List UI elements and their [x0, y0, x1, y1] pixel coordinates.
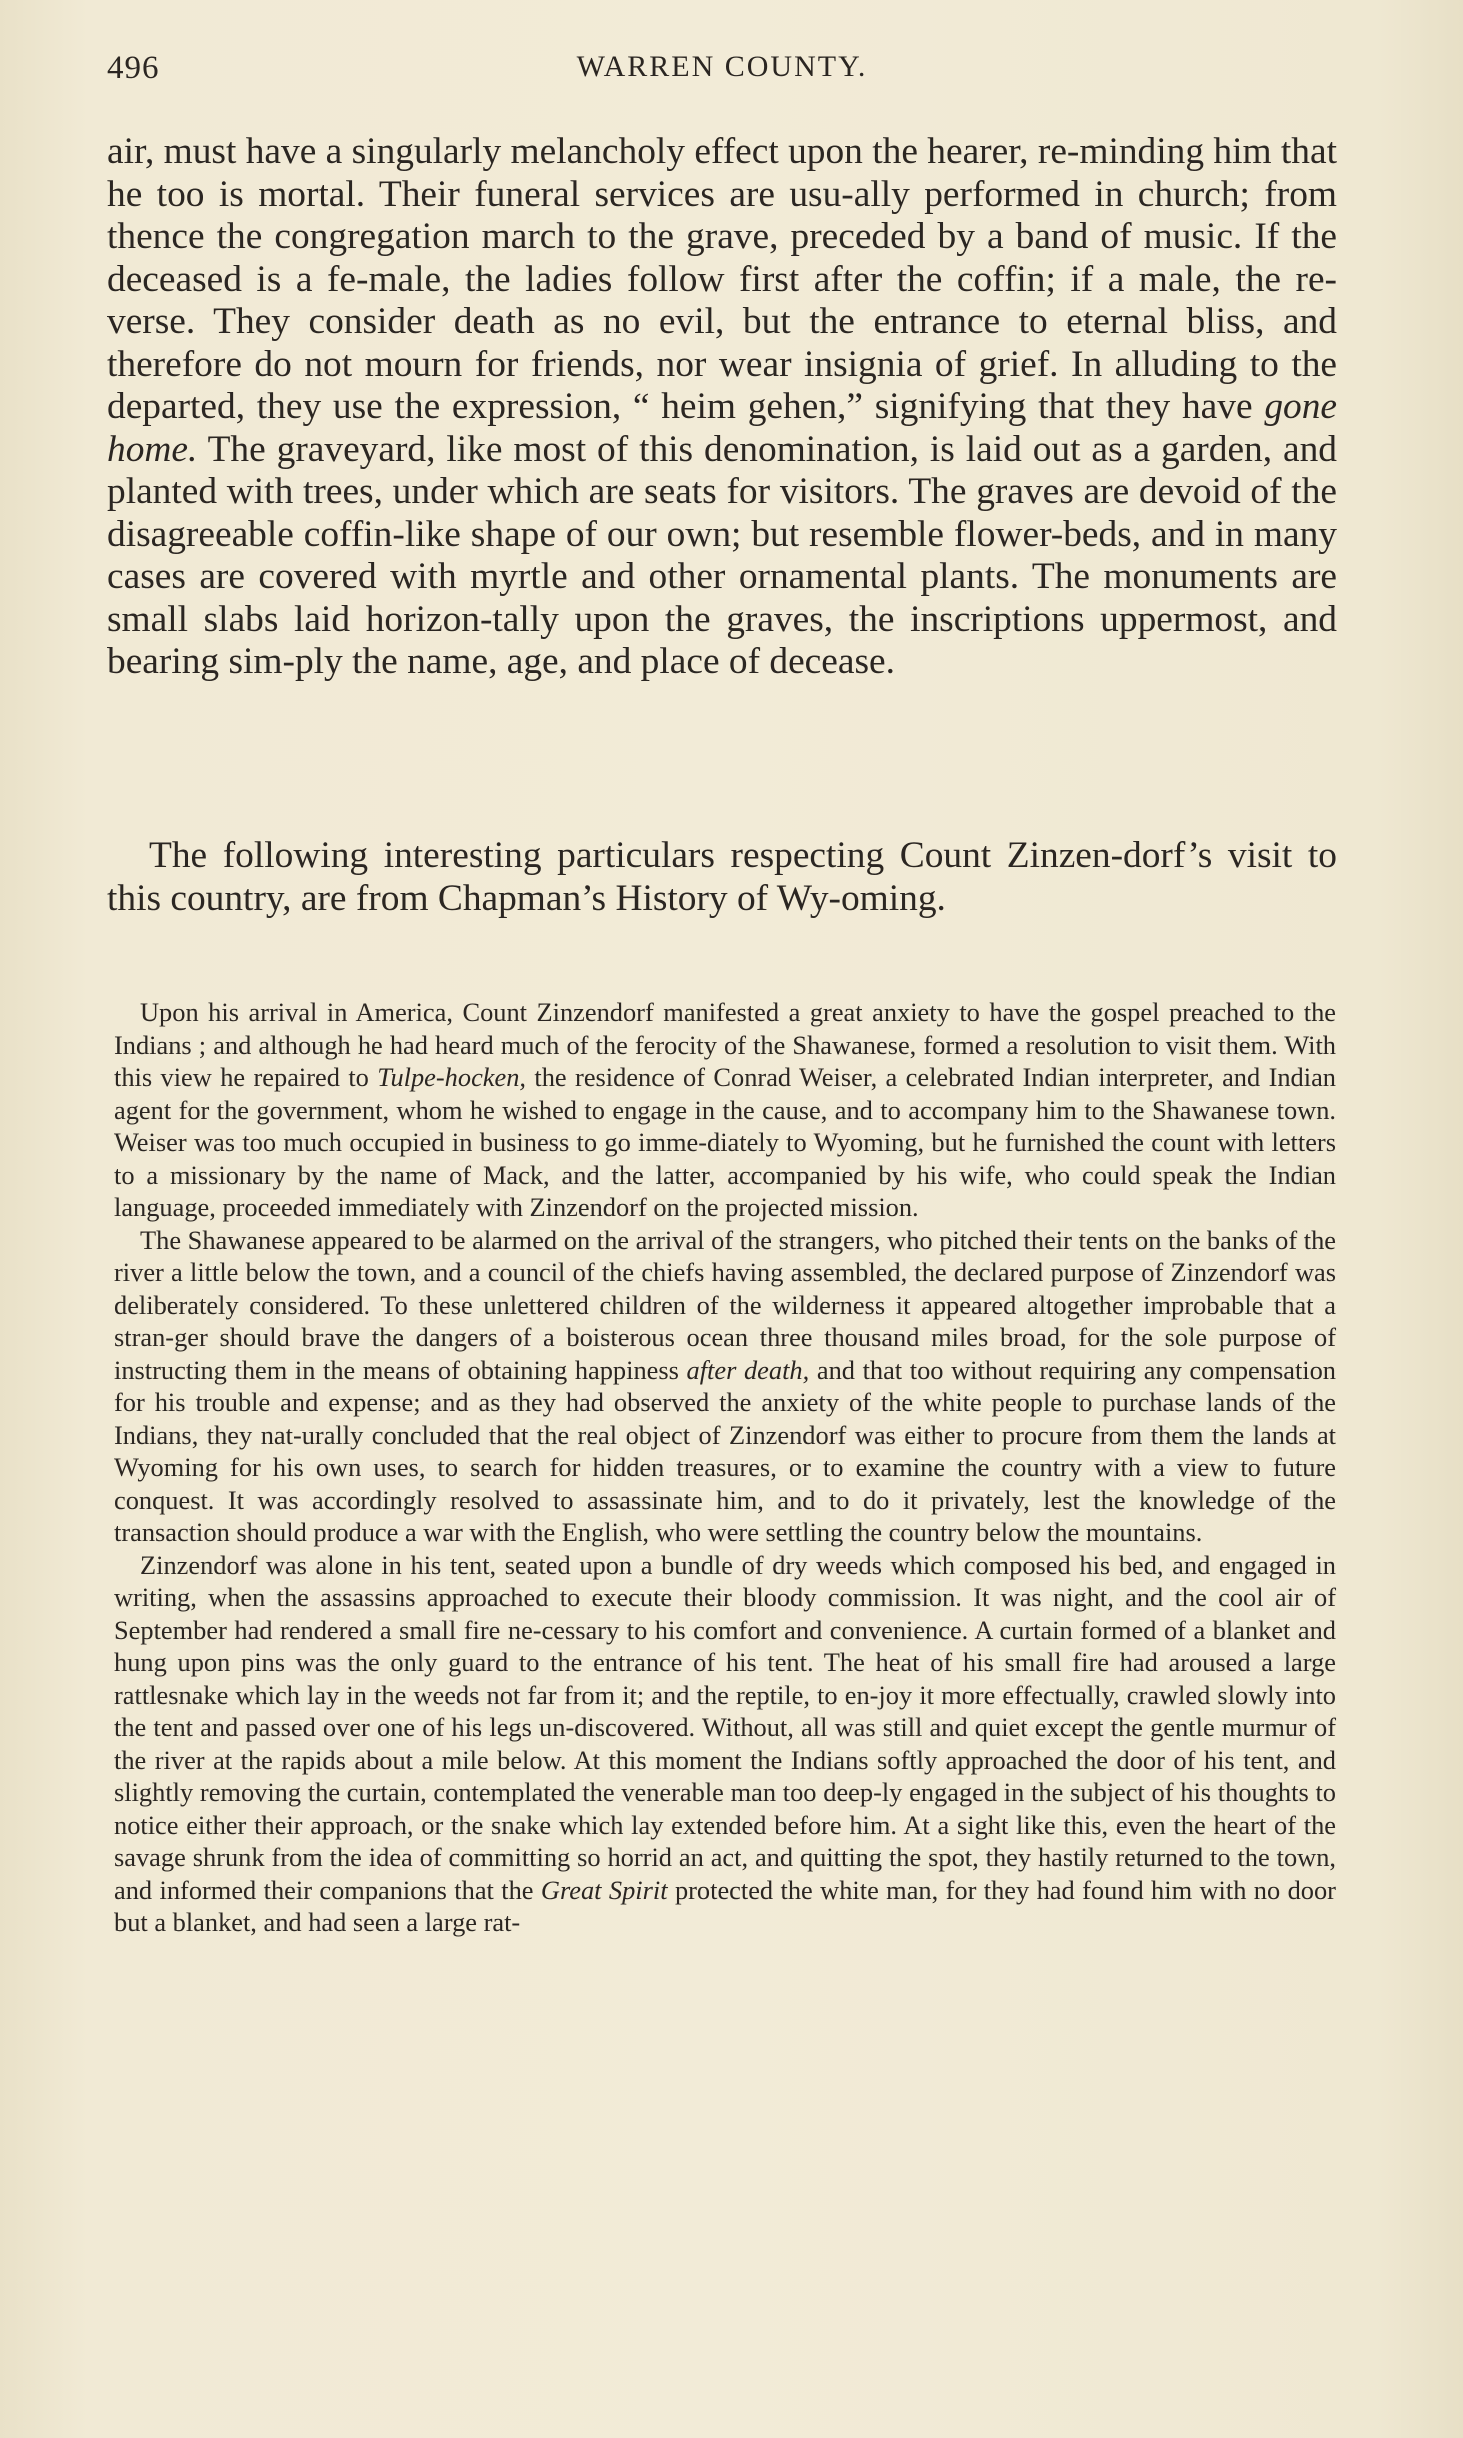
italic-text: after death, — [686, 1354, 810, 1385]
running-head: WARREN COUNTY. — [576, 50, 868, 83]
text-run: Zinzendorf was alone in his tent, seated upon a bundle of dry weeds which composed his bed, and engaged in writing, when the assassins approached to execute their bloody commission. It was night, and the cool air of September had rendered a small fire ne-cessary to his comfort and convenience. A curtain formed of a blanket and hung upon pins was the only guard to the entrance of his tent. The heat of his small fire had aroused a large rattlesnake which lay in the weeds not far from it; and the reptile, to en-joy it more effectually, crawled slowly into the tent and passed over one of his legs un-discovered. Without, all was still and quiet except the gentle murmur of the river at the rapids about a mile below. At this moment the Indians softly approached the door of his tent, and slightly removing the curtain, contemplated the venerable man too deep-ly engaged in the subject of his thoughts to notice either their approach, or the snake which lay extended before him. At a sight like this, even the heart of the savage shrunk from the idea of committing so horrid an act, and quitting the spot, they hastily returned to the town, and informed their companions that the — [114, 1549, 1336, 1905]
paragraph-text: The following interesting particulars respecting Count Zinzen-dorf’s visit to this country, are from Chapman’s History of Wy-oming. — [107, 835, 1337, 919]
body-paragraph-2 — [107, 835, 1337, 920]
block-quote — [114, 996, 1336, 1939]
italic-text: Tulpe-hocken, — [377, 1062, 527, 1092]
text-run: air, must have a singularly melancholy effect upon the hearer, re-minding him that he too is mortal. Their funeral services are usu-ally performed in church; from thence the congregation march to the grave, preceded by a band of music. If the deceased is a fe-male, the ladies follow first after the coffin; if a male, the re-verse. They consider death as no evil, but the entrance to eternal bliss, and therefore do not mourn for friends, nor wear insignia of grief. In alluding to the departed, they use the expression, “ heim gehen,” signifying that they have — [107, 131, 1337, 427]
body-paragraph-1 — [107, 131, 1337, 684]
text-run: the residence of Conrad Weiser, a celebrated Indian interpreter, and Indian agent for the government, whom he wished to engage in the cause, and to accompany him to the Shawanese town. Weiser was too much occupied in business to go imme-diately to Wyoming, but he furnished the count with letters to a missionary by the name of Mack, and the latter, accompanied by his wife, who could speak the Indian language, proceeded immediately with Zinzendorf on the projected mission. — [114, 1062, 1336, 1222]
text-run: The graveyard, like most of this denomination, is laid out as a garden, and planted with trees, under which are seats for visitors. The graves are devoid of the disagreeable coffin-like shape of our own; but resemble flower-beds, and in many cases are covered with myrtle and other ornamental plants. The monuments are small slabs laid horizon-tally upon the graves, the inscriptions uppermost, and bearing sim-ply the name, age, and place of decease. — [107, 428, 1337, 682]
page-header — [107, 46, 1337, 96]
quote-paragraph-3 — [114, 1549, 1336, 1939]
text-run: Upon his arrival in America, Count Zinzendorf manifested a great anxiety to have the gospel preached to the Indians ; and although he had heard much of the ferocity of the Shawanese, formed a resolution to visit them. With this view he repaired to — [114, 997, 1336, 1092]
quote-paragraph-2 — [114, 1224, 1336, 1549]
page-number: 496 — [107, 50, 160, 86]
paragraph-text — [107, 131, 1337, 684]
text-run: protected the white man, for they had found him with no door but a blanket, and had seen a large rat- — [114, 1874, 1336, 1937]
text-run: and that too without requiring any compensation for his trouble and expense; and as they had observed the anxiety of the white people to purchase lands of the Indians, they nat-urally concluded that the real object of Zinzendorf was either to procure from them the lands at Wyoming for his own uses, to search for hidden treasures, or to examine the country with a view to future conquest. It was accordingly resolved to assassinate him, and to do it privately, lest the knowledge of the transaction should produce a war with the English, who were settling the country below the mountains. — [114, 1354, 1337, 1547]
quote-paragraph-1 — [114, 996, 1336, 1224]
italic-text: Great Spirit — [540, 1874, 668, 1905]
text-run: The Shawanese appeared to be alarmed on the arrival of the strangers, who pitched their tents on the banks of the river a little below the town, and a council of the chiefs having assembled, the declared purpose of Zinzendorf was deliberately considered. To these unlettered children of the wilderness it appeared altogether improbable that a stran-ger should brave the dangers of a boisterous ocean three thousand miles broad, for the sole purpose of instructing them in the means of obtaining happiness — [114, 1224, 1336, 1385]
italic-text: gone home. — [107, 386, 1337, 470]
